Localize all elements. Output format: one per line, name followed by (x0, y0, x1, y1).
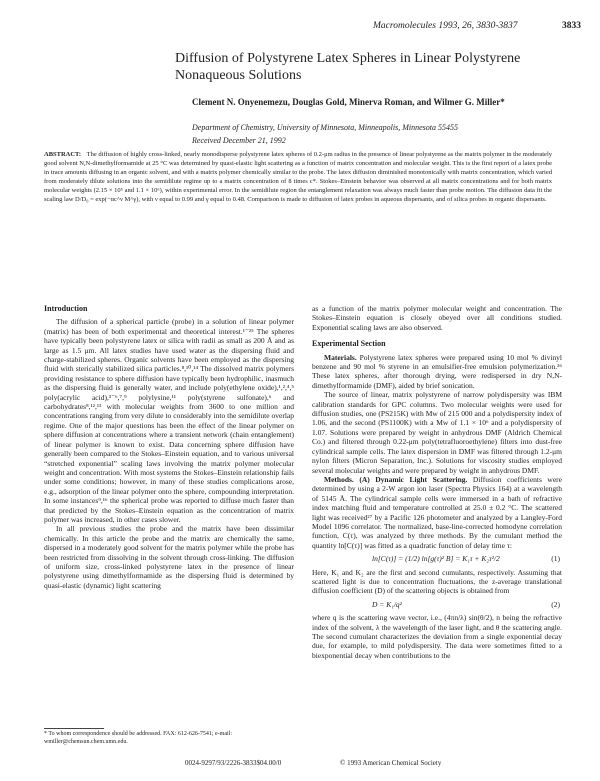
equation-2-number: (2) (551, 599, 560, 609)
materials-paragraph (312, 353, 562, 391)
methods-paragraph (312, 475, 562, 550)
correspondence-footnote: * To whom correspondence should be addressed. FAX: 612-626-7541; e-mail: wmiller@chemsun.chem.umn.edu. (44, 731, 232, 745)
journal-citation: Macromolecules 1993, 26, 3830-3837 (373, 21, 518, 31)
abstract-text: The diffusion of highly cross-linked, nearly monodisperse polystyrene latex spheres of 0.2-μm radius in the presence of linear polystyrene as the matrix polymer in the moderately good solvent N,N-dimethylformamide at 25 °C was determined by quasi-elastic light scattering as a function of matrix concentration and molecular weight. This is the first report of a latex probe in trace amounts diffusing in an organic solvent, and with a matrix polymer chemically similar to the probe. The latex diffusion diminished monotonically with matrix concentration, which varied from moderately dilute solutions into the semidilute regime up to a matrix concentration of 8 times c*. Stokes–Einstein behavior was observed at all matrix concentrations and for both matrix molecular weights (2.15 × 10⁵ and 1.1 × 10⁶), within experimental error. In the semidilute region the entanglement relaxation was always much faster than probe motion. The diffusion data fit the scaling law D/D₀ = exp(−αc^ν M^γ), with ν equal to 0.99 and γ equal to 0.48. Comparison is made to diffusion of latex probes in aqueous dispersants, and of silica probes in organic dispersants. (44, 151, 552, 203)
abstract (44, 151, 552, 204)
equation-2-body: D = K₁/q² (372, 599, 402, 609)
after-equation-1: Here, K₁ and K₂ are the first and second cumulants, respectively. Assuming that scattered light is due to concentration fluctuations, the z-average translational diffusion coefficient (D) of the scattering objects is obtained from (312, 567, 562, 596)
materials-label: Materials. (324, 352, 357, 362)
experimental-heading: Experimental Section (312, 339, 386, 349)
left-column (44, 304, 294, 590)
article-title: Diffusion of Polystyrene Latex Spheres in Linear Polystyrene Nonaqueous Solutions (175, 51, 521, 83)
abstract-label: ABSTRACT: (44, 151, 82, 158)
methods-text: Diffusion coefficients were determined by using a 2-W argon ion laser (Spectra Physics 164) at a wavelength of 5145 Å. The cylindrical sample cells were immersed in a bath of refractive index matching fluid and temperature controlled at 25.0 ± 0.2 °C. The scattered light was received²⁷ by a Pacific 126 photometer and analyzed by a Langley-Ford Model 1096 correlator. The normalized, base-line-corrected homodyne correlation function, C(τ), was analyzed by three methods. By the cumulant method the quantity ln[C(τ)] was fitted as a quadratic function of delay time τ: (312, 474, 562, 550)
equation-2 (312, 600, 562, 609)
affiliation: Department of Chemistry, University of Minnesota, Minneapolis, Minnesota 55455 (192, 123, 458, 132)
author-list: Clement N. Onyenemezu, Douglas Gold, Minerva Roman, and Wilmer G. Miller* (192, 97, 505, 107)
intro-continuation: as a function of the matrix polymer molecular weight and concentration. The Stokes–Einstein equation is closely obeyed over all conditions studied. Exponential scaling laws are also observed. (312, 304, 562, 332)
materials-paragraph-2: The source of linear, matrix polystyrene of narrow polydispersity was IBM calibration standards for GPC columns. Two molecular weights were used for diffusion studies, one (PS215K) with Mw of 215 000 and a polydispersity index of 1.06, and the second (PS1100K) with a Mw of 1.1 × 10⁶ and a polydispersity of 1.07. Solutions were prepared by weight in anhydrous DMF (Aldrich Chemical Co.) and filtered through 0.22-μm poly(tetrafluoroethylene) filters into dust-free cylindrical sample cells. The latex dispersion in DMF was filtered through 1.2-μm nylon filters (Micron Separation, Inc.). Solutions for viscosity studies employed several molecular weights and were prepared by weight in anhydrous DMF. (312, 390, 562, 475)
materials-text: Polystyrene latex spheres were prepared using 10 mol % divinyl benzene and 90 mol % styrene in an emulsifier-free emulsion polymerization.²⁶ These latex spheres, after thorough drying, were redispersed in dry N,N-dimethylformamide (DMF), aided by brief sonication. (312, 352, 563, 390)
after-equation-2: where q is the scattering wave vector, i.e., (4πn/λ) sin(θ/2), n being the refractive index of the solvent, λ the wavelength of the laser light, and θ the scattering angle. The second cumulant characterizes the deviation from a single exponential decay due, for example, to mild polydispersity. The data were sometimes fitted to a biexponential decay when contributions to the (312, 613, 562, 660)
footnote-rule (44, 728, 104, 729)
copyright-notice: © 1993 American Chemical Society (340, 759, 442, 767)
intro-paragraph-1: The diffusion of a spherical particle (probe) in a solution of linear polymer (matrix) has been of both experimental and theoretical interest.¹⁻²⁵ The spheres have typically been polystyrene latex or silica with radii as small as 200 Å and as large as 1.5 μm. All latex studies have used water as the dispersing fluid and charge-stabilized spheres. Organic solvents have been employed as the dispersing fluid with sterically stabilized silica particles.⁸,¹⁰,¹⁴ The dissolved matrix polymers providing resistance to sphere diffusion have typically been hydrophilic, inasmuch as the dispersing fluid is generally water, and include poly(ethylene oxide),¹,²,⁴,⁵ poly(acrylic acid),³⁻⁶,⁷,⁹ polylysine,¹¹ poly(styrene sulfonate),⁶ and carbohydrates⁸,¹²,¹³ with molecular weights from 3600 to one million and concentrations ranging from very dilute to considerably into the semidilute overlap regime. One of the major questions has been the effect of the linear polymer on sphere diffusion at concentrations where a transient network (chain entanglement) of linear polymer is known to exist. Data concerning sphere diffusion have generally been compared to the Stokes–Einstein equation, and to various universal “stretched exponential” scaling laws involving the matrix polymer molecular weight and concentration. With most systems the Stokes–Einstein relationship fails under some conditions; however, in many of these studies complications arose, e.g., adsorption of the linear polymer onto the sphere, compounding interpretation. In some instances⁹,¹⁶ the spherical probe was reported to diffuse much faster than that predicted by the Stokes–Einstein equation as the concentration of matrix polymer was increased, in other cases slower. (44, 317, 294, 524)
equation-1-body: ln[C(τ)] = (1/2) ln[g(τ)² B] = K₁τ + K₂τ²/2 (372, 554, 500, 564)
page-number: 3833 (562, 21, 581, 31)
intro-paragraph-2: In all previous studies the probe and the matrix have been dissimilar chemically. In this article the probe and the matrix are chemically the same, dispersed in a moderately good solvent for the matrix polymer while the probe has been restricted from dissolving in the solvent through cross-linking. The diffusion of uniform size, cross-linked polystyrene latex in the presence of linear polystyrene using dimethylformamide as the dispersing fluid is determined by quasi-elastic (dynamic) light scattering (44, 524, 294, 590)
right-column (312, 304, 562, 660)
running-header (0, 21, 600, 35)
equation-1-number: (1) (551, 554, 560, 564)
introduction-heading: Introduction (44, 304, 88, 313)
equation-1 (312, 554, 562, 563)
doi-code: 0024-9297/93/2226-3833$04.00/0 (185, 759, 282, 767)
methods-label: Methods. (A) Dynamic Light Scattering. (324, 474, 468, 484)
received-date: Received December 21, 1992 (192, 136, 286, 145)
